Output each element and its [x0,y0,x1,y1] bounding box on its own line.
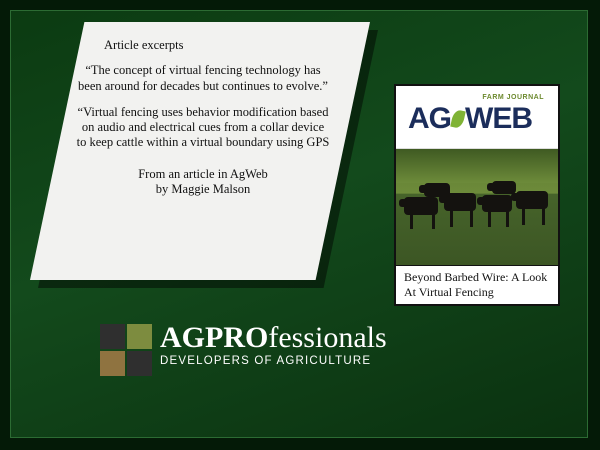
cow-shape [424,183,450,197]
excerpt-quote-2: “Virtual fencing uses behavior modification based on audio and electrical cues from a collar device to keep cattle within a virtual boundary using GPS [76,104,330,150]
leaf-icon [451,108,465,132]
cattle-photo [396,149,558,265]
excerpt-heading: Article excerpts [104,38,184,52]
cow-leg [542,207,545,225]
cow-leg [410,213,413,229]
frame-edge-bottom [0,438,600,450]
frame-edge-right [588,0,600,450]
logo-square-2 [127,324,152,349]
agweb-wordmark-ag: AG [408,102,451,135]
cow-leg [470,209,473,227]
agweb-logo [396,86,558,149]
logo-wordmark-light: fessionals [268,321,387,354]
logo-tagline: DEVELOPERS OF AGRICULTURE [160,354,372,367]
pasture-background [396,149,558,183]
article-caption: Beyond Barbed Wire: A Look At Virtual Fencing [396,265,558,305]
cow-leg [450,209,453,227]
logo-square-3 [100,351,125,376]
frame-edge-left [0,0,10,450]
logo-square-1 [100,324,125,349]
agweb-wordmark [408,102,532,136]
logo-square-4 [127,351,152,376]
agweb-wordmark-web: WEB [465,102,532,135]
frame-edge-top [0,0,600,10]
article-excerpt-card [30,22,370,280]
excerpt-source-line-2: by Maggie Malson [155,181,251,196]
cow-shape [492,181,516,194]
cow-leg [506,211,509,227]
excerpt-source-line-1: From an article in AgWeb [138,166,268,181]
agprofessionals-logo [100,321,387,384]
agweb-article-card[interactable] [394,84,560,306]
farm-journal-tag: FARM JOURNAL [482,94,544,101]
logo-squares-icon [100,324,152,376]
logo-wordmark-bold: AGPRO [160,321,269,354]
cow-shape [482,195,512,212]
cow-leg [432,213,435,229]
cow-leg [522,207,525,225]
logo-wordmark [160,322,387,354]
card-content [30,22,370,280]
logo-text-block [160,322,387,367]
cow-leg [488,211,491,227]
excerpt-quote-1: “The concept of virtual fencing technology has been around for decades but continues to evolve.” [78,63,328,93]
